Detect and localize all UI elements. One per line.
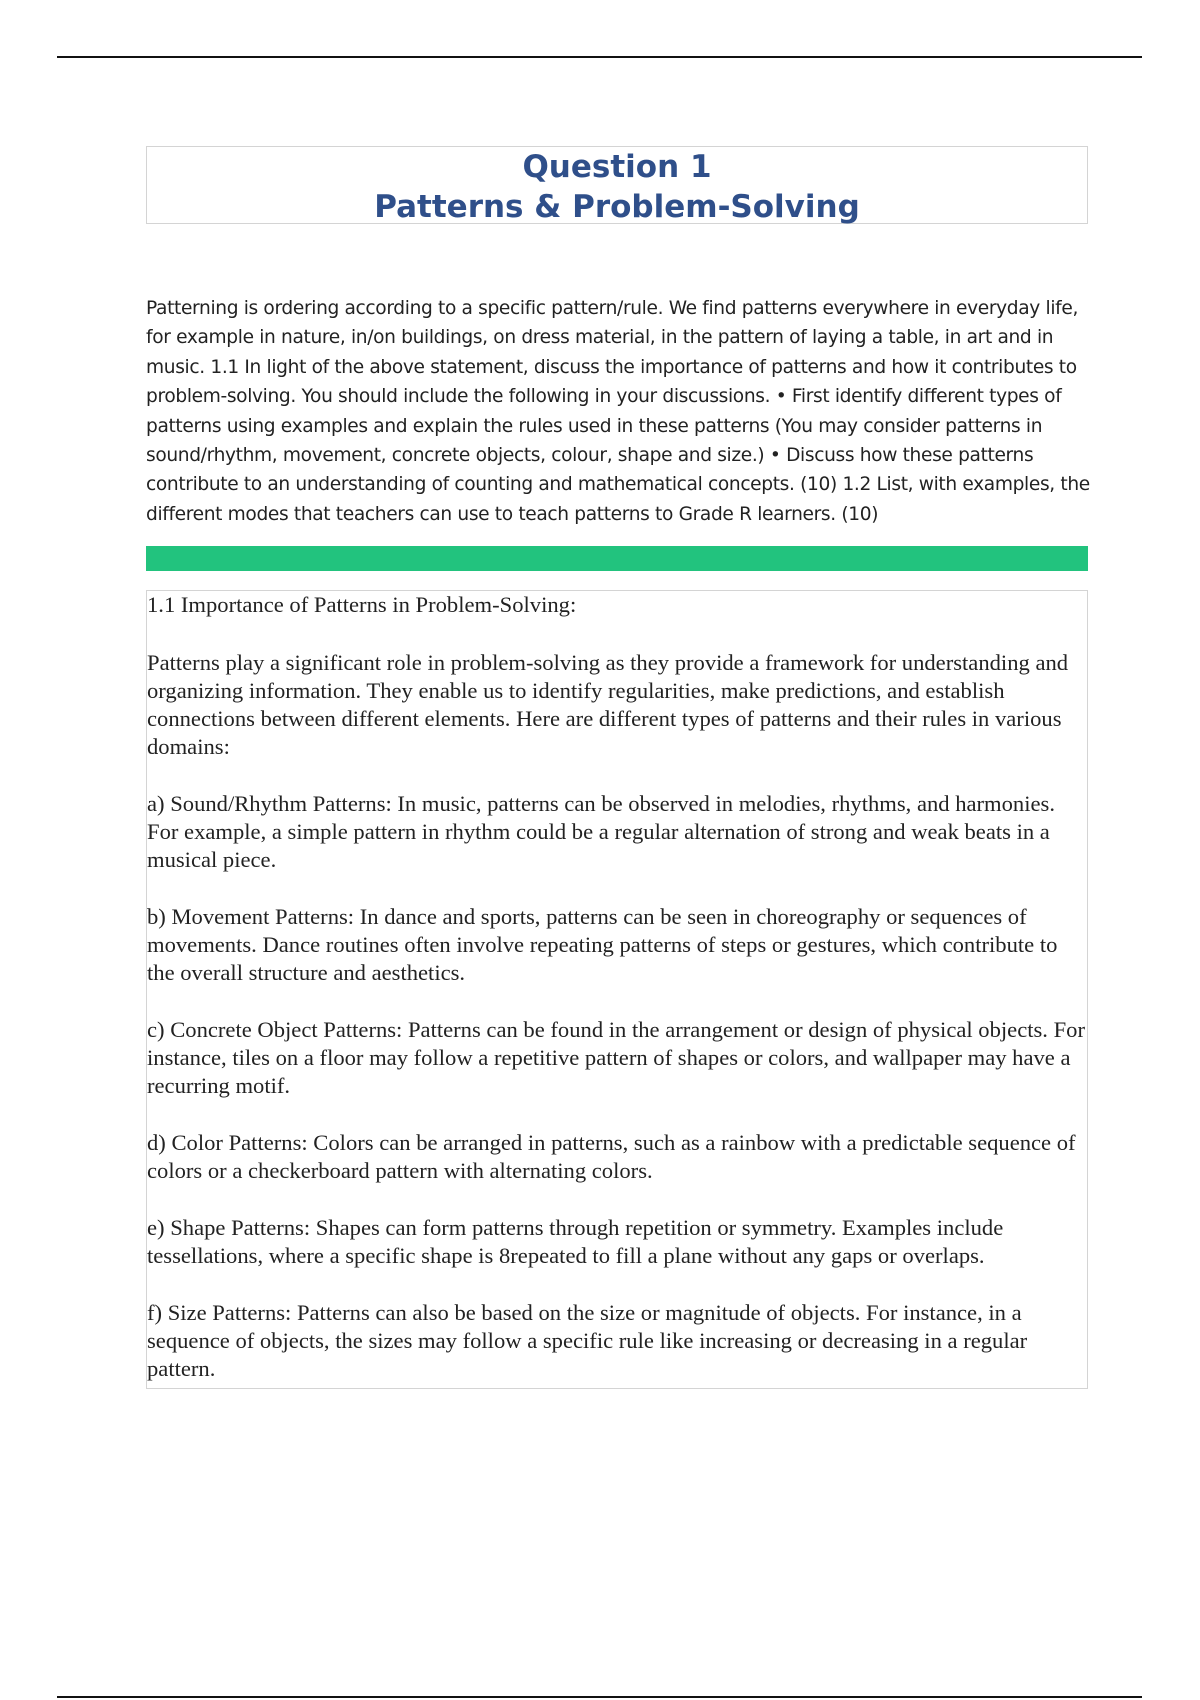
section-divider-bar bbox=[146, 546, 1088, 571]
answer-item-sound-rhythm: a) Sound/Rhythm Patterns: In music, patterns can be observed in melodies, rhythms, and harmonies. For example, a simple pattern in rhythm could be a regular alternation of strong and weak beats in a musical piece. bbox=[147, 791, 1055, 872]
answer-item-size: f) Size Patterns: Patterns can also be based on the size or magnitude of objects. For instance, in a sequence of objects, the sizes may follow a specific rule like increasing or decreasing in a regular pattern. bbox=[147, 1300, 1028, 1381]
answer-item-movement: b) Movement Patterns: In dance and sports, patterns can be seen in choreography or sequences of movements. Dance routines often involve repeating patterns of steps or gestures, which contribute to the overall structure and aesthetics. bbox=[147, 904, 1058, 985]
question-text: Patterning is ordering according to a specific pattern/rule. We find patterns everywhere in everyday life, for example in nature, in/on buildings, on dress material, in the pattern of laying a table, in art and in music. 1.1 In light of the above statement, discuss the importance of patterns and how it contributes to problem-solving. You should include the following in your discussions. • First identify different types of patterns using examples and explain the rules used in these patterns (You may consider patterns in sound/rhythm, movement, concrete objects, colour, shape and size.) • Discuss how these patterns contribute to an understanding of counting and mathematical concepts. (10) 1.2 List, with examples, the different modes that teachers can use to teach patterns to Grade R learners. (10) bbox=[146, 298, 1090, 525]
answer-intro: Patterns play a significant role in problem-solving as they provide a framework for understanding and organizing information. They enable us to identify regularities, make predictions, and establish connections between different elements. Here are different types of patterns and their rules in various domains: bbox=[147, 650, 1069, 759]
title-question-number: Question 1 bbox=[522, 149, 712, 185]
answer-heading: 1.1 Importance of Patterns in Problem-Solving: bbox=[147, 592, 577, 617]
answer-item-shape: e) Shape Patterns: Shapes can form patterns through repetition or symmetry. Examples include tessellations, where a specific shape is 8repeated to fill a plane without any gaps or overlaps. bbox=[147, 1215, 1004, 1268]
answer-item-concrete-object: c) Concrete Object Patterns: Patterns can be found in the arrangement or design of physical objects. For instance, tiles on a floor may follow a repetitive pattern of shapes or colors, and wallpaper may have a recurring motif. bbox=[147, 1017, 1085, 1098]
title-box bbox=[146, 146, 1088, 224]
title-topic: Patterns & Problem-Solving bbox=[374, 189, 860, 225]
answer-item-color: d) Color Patterns: Colors can be arranged in patterns, such as a rainbow with a predictable sequence of colors or a checkerboard pattern with alternating colors. bbox=[147, 1130, 1076, 1183]
bottom-rule bbox=[57, 1696, 1142, 1698]
answer-box bbox=[146, 590, 1088, 1389]
top-rule bbox=[57, 56, 1142, 58]
